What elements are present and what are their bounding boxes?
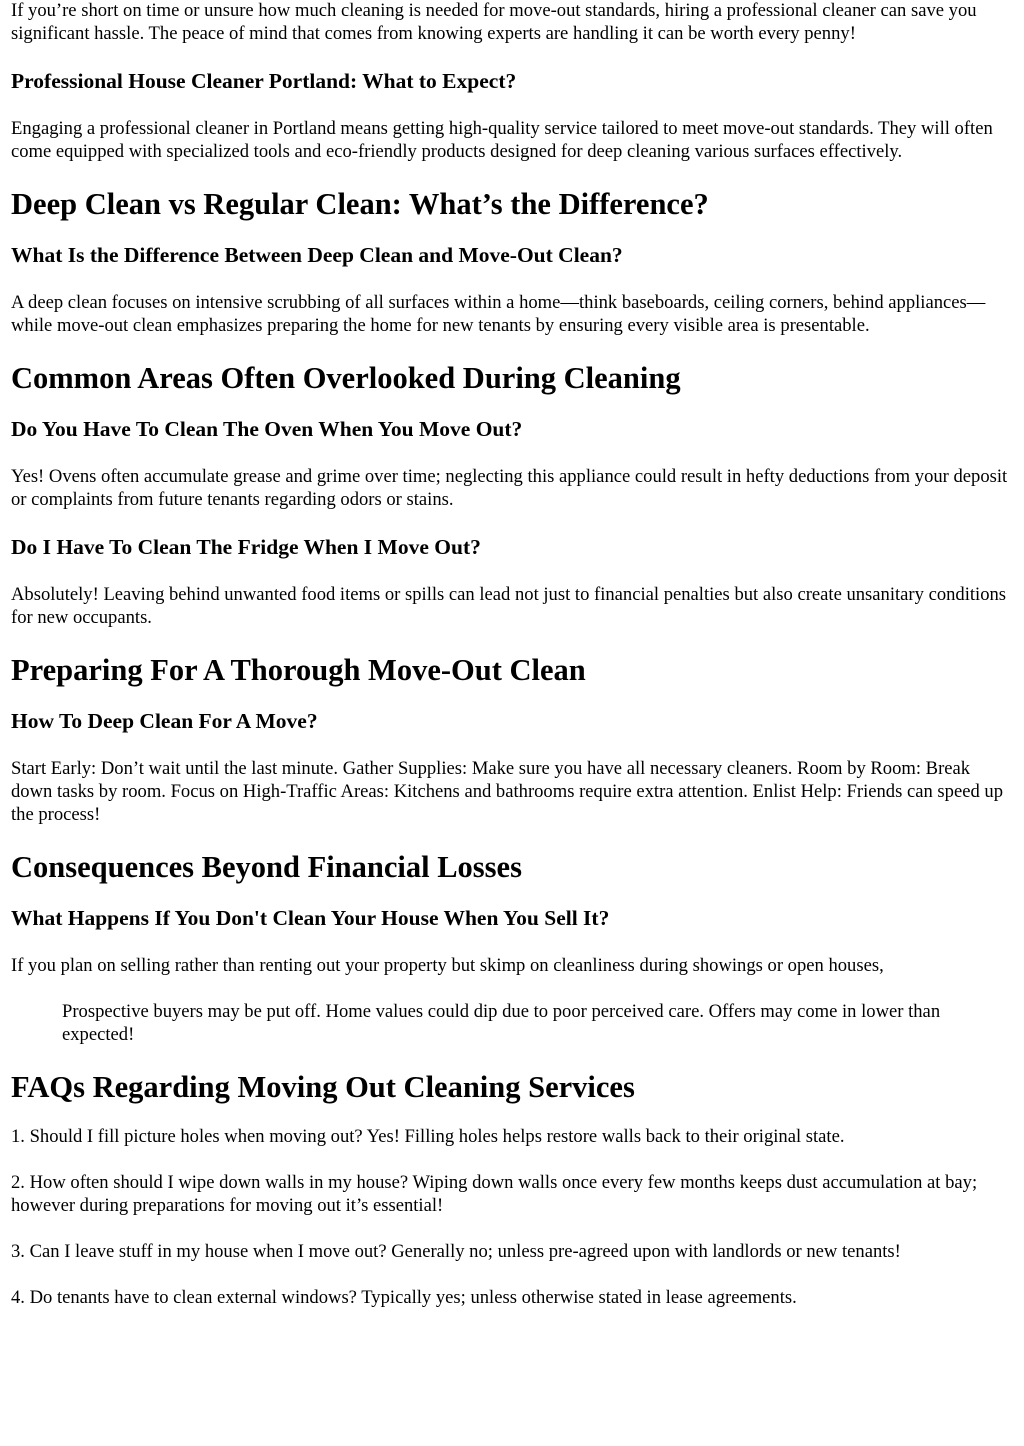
deep-vs-regular-heading: Deep Clean vs Regular Clean: What’s the Difference? [11, 187, 709, 221]
oven-subheading: Do You Have To Clean The Oven When You Move Out? [11, 417, 523, 441]
oven-paragraph: Yes! Ovens often accumulate grease and grime over time; neglecting this appliance could result in hefty deductions from your deposit or complaints from future tenants regarding odors or stains. [11, 466, 1008, 510]
faqs-heading: FAQs Regarding Moving Out Cleaning Services [11, 1070, 635, 1104]
faq-item: 3. Can I leave stuff in my house when I move out? Generally no; unless pre-agreed upon with landlords or new tenants! [11, 1241, 901, 1262]
portland-heading: Professional House Cleaner Portland: What to Expect? [11, 69, 517, 93]
faq-item: 1. Should I fill picture holes when moving out? Yes! Filling holes helps restore walls back to their original state. [11, 1126, 845, 1147]
selling-paragraph: If you plan on selling rather than renting out your property but skimp on cleanliness during showings or open houses, [11, 955, 884, 976]
fridge-subheading: Do I Have To Clean The Fridge When I Move Out? [11, 535, 481, 559]
portland-paragraph: Engaging a professional cleaner in Portland means getting high-quality service tailored to meet move-out standards. They will often come equipped with specialized tools and eco-friendly products designed for deep cleaning various surfaces effectively. [11, 118, 993, 162]
consequences-heading: Consequences Beyond Financial Losses [11, 850, 522, 884]
selling-subheading: What Happens If You Don't Clean Your House When You Sell It? [11, 906, 610, 930]
deep-vs-moveout-subheading: What Is the Difference Between Deep Clean and Move-Out Clean? [11, 243, 623, 267]
deep-vs-moveout-paragraph: A deep clean focuses on intensive scrubbing of all surfaces within a home—think baseboards, ceiling corners, behind appliances—while move-out clean emphasizes preparing the home for new tenants by ensuring every visible area is presentable. [11, 292, 986, 336]
overlooked-heading: Common Areas Often Overlooked During Cleaning [11, 361, 681, 395]
faq-item: 2. How often should I wipe down walls in my house? Wiping down walls once every few months keeps dust accumulation at bay; however during preparations for moving out it’s essential! [11, 1172, 978, 1216]
fridge-paragraph: Absolutely! Leaving behind unwanted food items or spills can lead not just to financial penalties but also create unsanitary conditions for new occupants. [11, 584, 1007, 628]
selling-quote: Prospective buyers may be put off. Home values could dip due to poor perceived care. Offers may come in lower than expected! [62, 1001, 941, 1045]
intro-paragraph: If you’re short on time or unsure how much cleaning is needed for move-out standards, hiring a professional cleaner can save you significant hassle. The peace of mind that comes from knowing experts are handling it can be worth every penny! [11, 0, 977, 44]
deep-clean-move-paragraph: Start Early: Don’t wait until the last minute. Gather Supplies: Make sure you have all necessary cleaners. Room by Room: Break down tasks by room. Focus on High-Traffic Areas: Kitchens and bathrooms require extra attention. Enlist Help: Friends can speed up the process! [11, 758, 1003, 825]
deep-clean-move-subheading: How To Deep Clean For A Move? [11, 709, 318, 733]
preparing-heading: Preparing For A Thorough Move-Out Clean [11, 653, 586, 687]
faq-item: 4. Do tenants have to clean external windows? Typically yes; unless otherwise stated in lease agreements. [11, 1287, 797, 1308]
